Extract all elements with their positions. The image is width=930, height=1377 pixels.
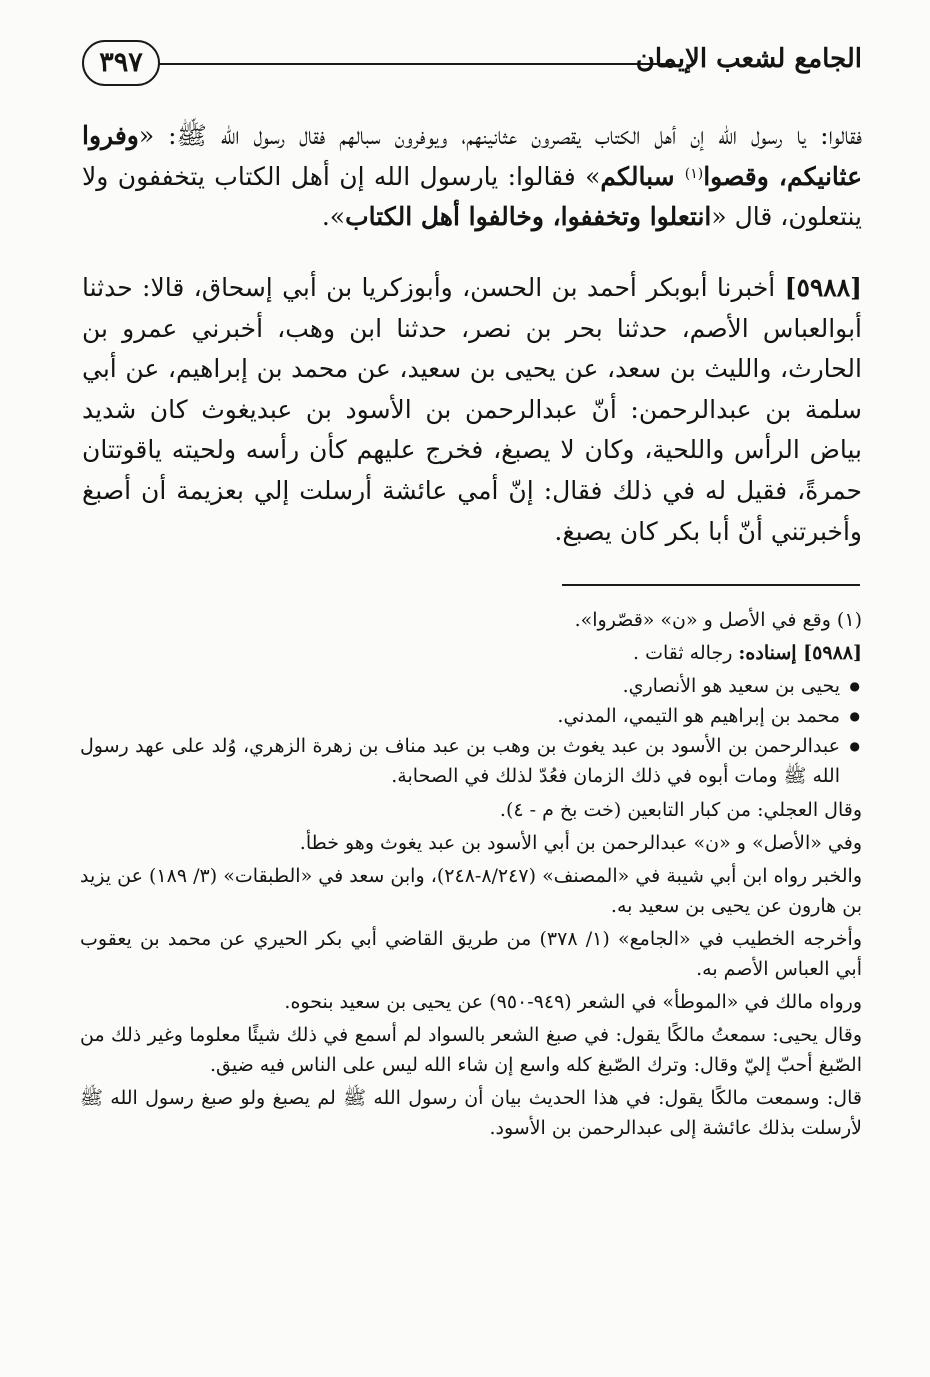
list-item: ● يحيى بن سعيد هو الأنصاري. (80, 671, 840, 701)
list-item: ● عبدالرحمن بن الأسود بن عبد يغوث بن وهب بن عبد مناف بن زهرة الزهري، وُلد على عهد رسول الله ﷺ ومات أبوه في ذلك الزمان فعُدّ لذلك في الصحابة. (80, 731, 840, 791)
hadith-number: [٥٩٨٨] (784, 273, 862, 302)
isnad-label: إسناده: (738, 642, 804, 664)
footnotes (80, 605, 862, 1146)
p1-text-d: » فقالوا: يارسول الله إن أهل الكتاب يتخففون ولا ينتعلون، قال « (82, 161, 862, 232)
main-paragraph-2 (82, 268, 862, 552)
p1-hadith-quote-3: انتعلوا وتخففوا، وخالفوا أهل الكتاب (345, 202, 712, 232)
note-paragraph: وأخرجه الخطيب في «الجامع» (١/ ٣٧٨) من طريق القاضي أبي بكر الحيري عن محمد بن يعقوب أبي العباس الأصم به. (80, 928, 862, 980)
p1-text-a: فقالوا: يا رسول الله إن أهل الكتاب يقصرون عثانينهم، ويوفرون سبالهم فقال رسول الله ﷺ: « (138, 121, 862, 150)
page-number: ٣٩٧ (82, 40, 160, 86)
footnote-1: (١) وقع في الأصل و «ن» «قصّروا». (574, 609, 862, 631)
narrator-list (80, 671, 862, 791)
isnad-text: رجاله ثقات . (632, 642, 739, 664)
isnad-line (80, 638, 862, 668)
footnote-separator (562, 584, 860, 586)
list-item: ● محمد بن إبراهيم هو التيمي، المدني. (80, 701, 840, 731)
note-paragraph: والخبر رواه ابن أبي شيبة في «المصنف» (٨/٢٤٧-٢٤٨)، وابن سعد في «الطبقات» (٣/ ١٨٩) عن يزيد بن هارون عن يحيى بن سعيد به. (80, 865, 863, 917)
note-paragraph: وقال العجلي: من كبار التابعين (خت بخ م - ٤). (499, 799, 862, 821)
isnad-number: [٥٩٨٨] (803, 642, 862, 664)
note-paragraph: وفي «الأصل» و «ن» عبدالرحمن بن أبي الأسود بن عبد يغوث وهو خطأ. (299, 832, 862, 854)
p1-hadith-quote-2: سبالكم (600, 161, 685, 191)
header-rule (158, 63, 674, 65)
p1-hadith-quote-1: وفروا عثانيكم، وقصوا (82, 121, 863, 191)
main-paragraph-1 (82, 116, 862, 238)
hadith-text: أخبرنا أبوبكر أحمد بن الحسن، وأبوزكريا بن أبي إسحاق، قالا: حدثنا أبوالعباس الأصم، حدثنا بحر بن نصر، حدثنا ابن وهب، أخبرني عمرو بن الحارث، والليث بن سعد، عن يحيى بن سعيد، عن محمد بن إبراهيم، عن أبي سلمة بن عبدالرحمن: أنّ عبدالرحمن بن الأسود بن عبديغوث كان شديد بياض الرأس واللحية، وكان لا يصبغ، فخرج عليهم كأن رأسه ولحيته ياقوتتان حمرةً، فقيل له في ذلك فقال: إنّ أمي عائشة أرسلت إلي بعزيمة أن أصبغ وأخبرتني أنّ أبا بكر كان يصبغ. (82, 273, 862, 546)
book-title: الجامع لشعب الإيمان (635, 44, 862, 74)
note-paragraph: ورواه مالك في «الموطأ» في الشعر (٩٤٩-٩٥٠) عن يحيى بن سعيد بنحوه. (284, 991, 862, 1013)
note-paragraph: قال: وسمعت مالكًا يقول: في هذا الحديث بيان أن رسول الله ﷺ لم يصبغ ولو صبغ رسول الله ﷺ لأرسلت بذلك عائشة إلى عبدالرحمن بن الأسود. (80, 1087, 862, 1139)
page-header (82, 40, 862, 94)
p1-text-f: ». (321, 202, 346, 232)
note-paragraph: وقال يحيى: سمعتُ مالكًا يقول: في صبغ الشعر بالسواد لم أسمع في ذلك شيئًا معلوما وغير ذلك من الصّبغ أحبّ إليّ وقال: وترك الصّبغ كله واسع إن شاء الله ليس على الناس فيه ضيق. (80, 1024, 862, 1076)
footnote-marker-1: (١) (684, 165, 704, 182)
